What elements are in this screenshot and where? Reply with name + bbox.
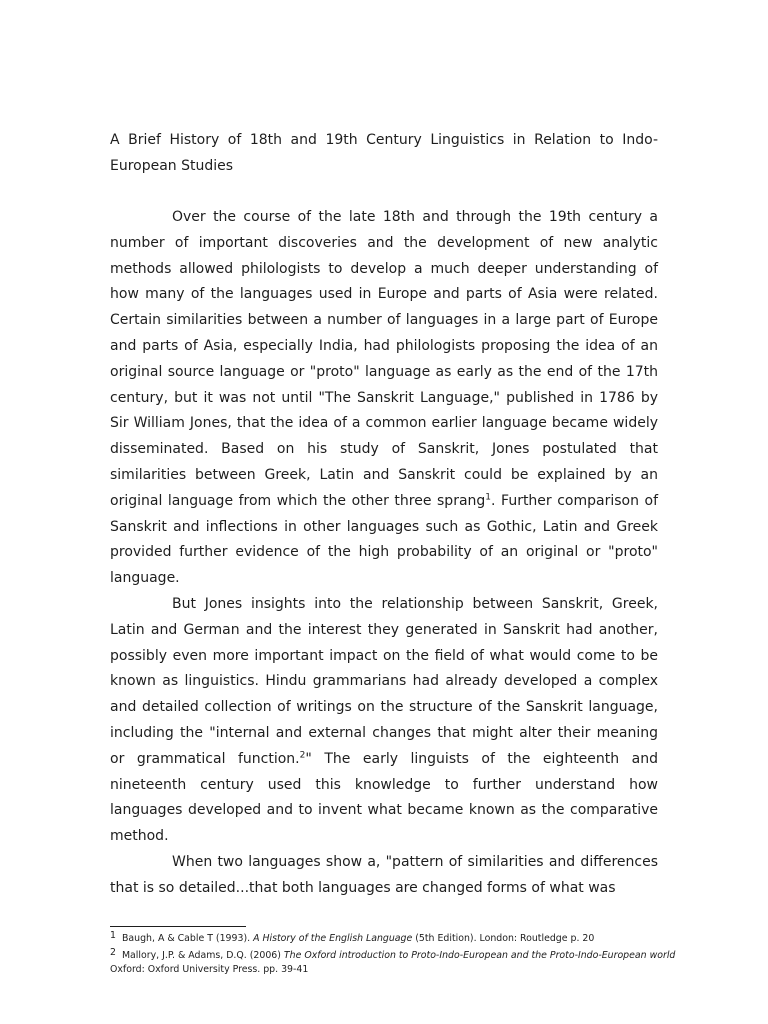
footnote-1-text-a: Baugh, A & Cable T (1993). xyxy=(121,933,254,944)
footnote-2 xyxy=(110,947,676,961)
footnote-ref-2[interactable]: 2 xyxy=(299,750,306,761)
footnote-1-text-b: (5th Edition). London: Routledge p. 20 xyxy=(412,933,595,944)
footnote-2-text-a: Mallory, J.P. & Adams, D.Q. (2006) xyxy=(121,950,284,961)
paragraph-3-text: When two languages show a, "pattern of similarities and differences that is so detailed...that both languages are changed forms of what was xyxy=(110,853,658,896)
footnote-separator xyxy=(110,926,246,927)
footnote-2-number: 2 xyxy=(110,947,116,958)
document-title: A Brief History of 18th and 19th Century Linguistics in Relation to Indo-European Studies xyxy=(110,132,658,174)
paragraph-2-text-b: " The early linguists of the eighteenth and nineteenth century used this knowledge to further understand how languages developed and to invent what became known as the comparative method. xyxy=(110,750,658,845)
paragraph-2-text-a: But Jones insights into the relationship between Sanskrit, Greek, Latin and German and the interest they generated in Sanskrit had another, possibly even more important impact on the field of what would come to be known as linguistics. Hindu grammarians had already developed a complex and detailed collection of writings on the structure of the Sanskrit language, including the "internal and external changes that might alter their meaning or grammatical function. xyxy=(110,595,658,767)
footnote-1 xyxy=(110,930,670,944)
footnote-1-number: 1 xyxy=(110,930,116,941)
document-body xyxy=(110,205,658,902)
paragraph-2 xyxy=(110,592,658,850)
paragraph-1-text-b: . Further comparison of Sanskrit and inflections in other languages such as Gothic, Latin and Greek provided further evidence of the high probability of an original or "proto" language. xyxy=(110,492,659,587)
paragraph-1 xyxy=(110,205,658,592)
footnote-2-book-title: The Oxford introduction to Proto-Indo-European and the Proto-Indo-European world xyxy=(283,950,676,961)
footnote-2-continuation: Oxford: Oxford University Press. pp. 39-41 xyxy=(110,964,309,975)
footnote-ref-1[interactable]: 1 xyxy=(485,492,492,503)
paragraph-3 xyxy=(110,850,658,902)
paragraph-1-text-a: Over the course of the late 18th and through the 19th century a number of important discoveries and the development of new analytic methods allowed philologists to develop a much deeper understanding of how many of the languages used in Europe and parts of Asia were related. Certain similarities between a number of languages in a large part of Europe and parts of Asia, especially India, had philologists proposing the idea of an original source language or "proto" language as early as the end of the 17th century, but it was not until "The Sanskrit Language," published in 1786 by Sir William Jones, that the idea of a common earlier language became widely disseminated. Based on his study of Sanskrit, Jones postulated that similarities between Greek, Latin and Sanskrit could be explained by an original language from which the other three sprang xyxy=(110,209,658,509)
footnote-1-book-title: A History of the English Language xyxy=(253,933,413,944)
